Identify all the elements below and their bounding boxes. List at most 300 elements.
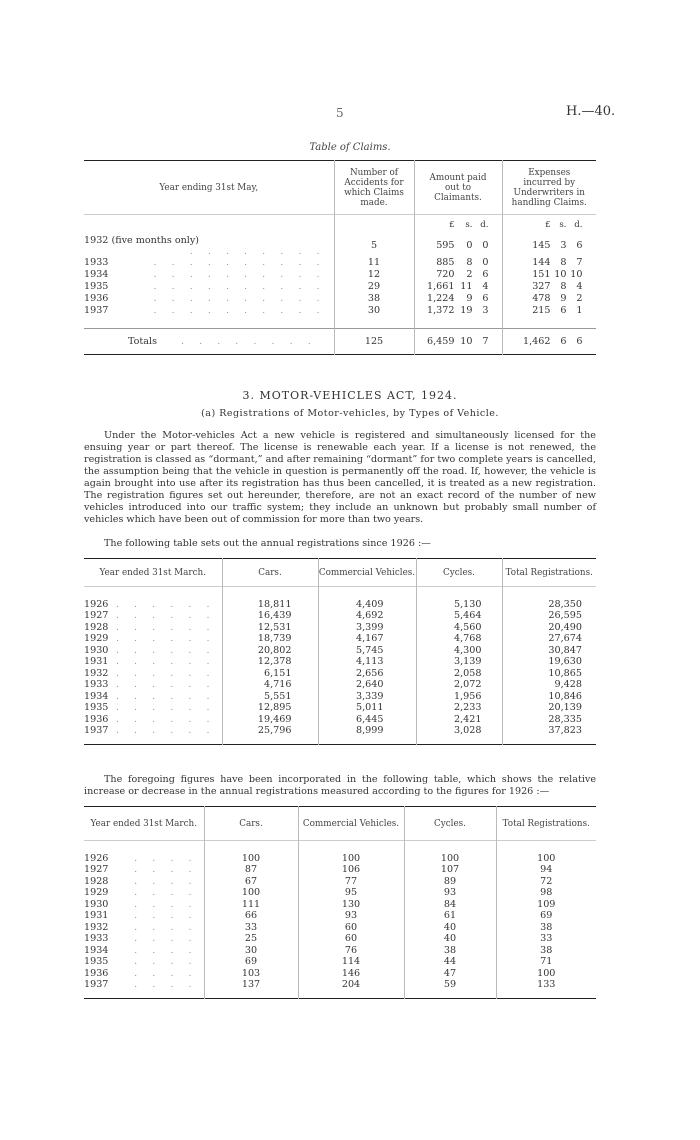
leader-dots: . . . . . . xyxy=(115,610,216,622)
unit-shillings: s. xyxy=(559,219,567,230)
index-cars: 87 xyxy=(204,864,298,876)
index-cars: 69 xyxy=(204,956,298,968)
claims-header-expenses: Expenses incurred by Underwriters in handling Claims. xyxy=(502,161,596,215)
index-commercial: 204 xyxy=(298,979,404,991)
claims-header-year: Year ending 31st May, xyxy=(159,182,259,193)
registrations-year-cell xyxy=(84,714,222,726)
expenses-shillings: 9 xyxy=(560,293,567,304)
index-total: 72 xyxy=(496,876,596,888)
index-cars: 25 xyxy=(204,933,298,945)
amount-pounds: 885 xyxy=(436,257,455,268)
index-row xyxy=(84,887,596,899)
reg-header-cars: Cars. xyxy=(222,559,318,587)
index-year: 1930 xyxy=(84,898,109,910)
registrations-year: 1932 xyxy=(84,667,109,679)
claims-amount xyxy=(414,305,502,317)
leader-dots: . . . . . . xyxy=(115,667,216,679)
registrations-row xyxy=(84,668,596,680)
leader-dots: . . . . . . . . xyxy=(189,245,326,257)
registrations-total: 20,139 xyxy=(502,702,596,714)
idx-header-cars: Cars. xyxy=(204,807,298,841)
index-total: 38 xyxy=(496,922,596,934)
registrations-year: 1934 xyxy=(84,690,109,702)
index-commercial: 114 xyxy=(298,956,404,968)
index-commercial: 100 xyxy=(298,853,404,865)
amount-shillings: 9 xyxy=(466,293,473,304)
unit-shillings: s. xyxy=(465,219,473,230)
claims-row xyxy=(84,269,596,281)
registrations-year-cell xyxy=(84,691,222,703)
claims-year: 1932 (five months only) xyxy=(84,234,199,246)
totals-amount-shillings: 10 xyxy=(460,336,473,347)
expenses-pence: 7 xyxy=(576,257,583,268)
index-year-cell xyxy=(84,956,204,968)
index-cycles: 89 xyxy=(404,876,496,888)
registrations-total: 10,865 xyxy=(502,668,596,680)
intro-text: Under the Motor-vehicles Act a new vehicle is registered and simultaneously licensed for the ensuing year or part thereof. The license is renewable each year. If a license is not renewed, the registration is classed as “dormant,” and after remaining “dormant” for two complete years is cancelled, the assumption being that the vehicle in question is permanently off the road. If, however, the vehicle is again brought into use after its registration has thus been cancelled, it is treated as a new registration. The registration figures set out hereunder, therefore, are not an exact record of the number of new vehicles introduced into our traffic system; they include an unknown but probably small number of vehicles which have been out of commission for more than two years. xyxy=(84,430,596,525)
claims-expenses xyxy=(502,235,596,257)
registrations-cars: 25,796 xyxy=(222,725,318,737)
registrations-commercial: 5,011 xyxy=(318,702,416,714)
amount-shillings: 19 xyxy=(460,305,473,316)
registrations-commercial: 4,113 xyxy=(318,656,416,668)
claims-year: 1937 xyxy=(84,305,109,316)
amount-pounds: 1,372 xyxy=(427,305,455,316)
expenses-pounds: 478 xyxy=(532,293,551,304)
leader-dots: . . . . xyxy=(134,944,198,956)
registrations-cars: 12,895 xyxy=(222,702,318,714)
expenses-pounds: 151 xyxy=(532,269,551,280)
index-year-cell xyxy=(84,876,204,888)
unit-pence: d. xyxy=(480,219,489,230)
registrations-year: 1937 xyxy=(84,725,109,737)
registrations-cars: 12,378 xyxy=(222,656,318,668)
claims-accidents: 11 xyxy=(334,257,414,269)
registrations-cycles: 3,028 xyxy=(416,725,502,737)
claims-accidents: 29 xyxy=(334,281,414,293)
claims-header-row xyxy=(84,161,596,215)
registrations-cars: 18,811 xyxy=(222,599,318,611)
amount-pence: 0 xyxy=(482,240,489,251)
index-cycles: 61 xyxy=(404,910,496,922)
claims-table xyxy=(84,160,596,355)
registrations-year-cell xyxy=(84,668,222,680)
registrations-year-cell xyxy=(84,679,222,691)
index-year-cell xyxy=(84,899,204,911)
leader-dots: . . . . xyxy=(134,875,198,887)
registrations-commercial: 4,692 xyxy=(318,610,416,622)
leader-dots: . . . . xyxy=(134,887,198,899)
index-cars: 67 xyxy=(204,876,298,888)
unit-pounds: £ xyxy=(449,219,455,230)
index-total: 133 xyxy=(496,979,596,991)
leader-dots: . . . . xyxy=(134,898,198,910)
index-total: 109 xyxy=(496,899,596,911)
index-cycles: 93 xyxy=(404,887,496,899)
claims-year-cell xyxy=(84,305,334,317)
index-year-cell xyxy=(84,887,204,899)
registrations-table xyxy=(84,558,596,745)
totals-label: Totals xyxy=(128,336,157,347)
index-cars: 100 xyxy=(204,853,298,865)
claims-amount xyxy=(414,269,502,281)
reg-header-commercial: Commercial Vehicles. xyxy=(318,559,416,587)
index-commercial: 106 xyxy=(298,864,404,876)
registrations-cycles: 5,464 xyxy=(416,610,502,622)
index-year-cell xyxy=(84,968,204,980)
claims-year-cell xyxy=(84,257,334,269)
registrations-lead-in xyxy=(84,538,596,550)
registrations-header-row xyxy=(84,559,596,587)
expenses-shillings: 6 xyxy=(560,305,567,316)
index-commercial: 60 xyxy=(298,922,404,934)
registrations-total: 19,630 xyxy=(502,656,596,668)
index-year-cell xyxy=(84,864,204,876)
index-year-cell xyxy=(84,933,204,945)
expenses-pence: 1 xyxy=(576,305,583,316)
registrations-cycles: 3,139 xyxy=(416,656,502,668)
registrations-row xyxy=(84,645,596,657)
leader-dots: . . . . . . xyxy=(115,690,216,702)
registrations-commercial: 4,409 xyxy=(318,599,416,611)
registrations-commercial: 4,167 xyxy=(318,633,416,645)
claims-year: 1935 xyxy=(84,281,109,292)
index-year: 1927 xyxy=(84,864,109,876)
registrations-year-cell xyxy=(84,610,222,622)
index-cars: 30 xyxy=(204,945,298,957)
claims-year-cell xyxy=(84,281,334,293)
claims-amount xyxy=(414,235,502,257)
index-cycles: 38 xyxy=(404,945,496,957)
index-year-cell xyxy=(84,922,204,934)
claims-expenses xyxy=(502,269,596,281)
registrations-year: 1929 xyxy=(84,633,109,645)
registrations-year-cell xyxy=(84,725,222,737)
amount-pence: 6 xyxy=(482,293,489,304)
index-total: 71 xyxy=(496,956,596,968)
claims-totals-row xyxy=(84,329,596,355)
registrations-year-cell xyxy=(84,645,222,657)
registrations-row xyxy=(84,702,596,714)
claims-year-cell xyxy=(84,235,334,257)
registrations-commercial: 2,656 xyxy=(318,668,416,680)
index-header-row xyxy=(84,807,596,841)
expenses-shillings: 8 xyxy=(560,257,567,268)
index-total: 100 xyxy=(496,968,596,980)
claims-units-row xyxy=(84,215,596,235)
leader-dots: . . . . . . xyxy=(115,656,216,668)
registrations-cycles: 2,421 xyxy=(416,714,502,726)
leader-dots: . . . . xyxy=(134,921,198,933)
claims-row xyxy=(84,293,596,305)
registrations-total: 28,350 xyxy=(502,599,596,611)
claims-header-amount: Amount paid out to Claimants. xyxy=(414,161,502,215)
registrations-cycles: 1,956 xyxy=(416,691,502,703)
index-cycles: 59 xyxy=(404,979,496,991)
expenses-pence: 6 xyxy=(576,240,583,251)
expenses-pounds: 144 xyxy=(532,257,551,268)
index-commercial: 146 xyxy=(298,968,404,980)
claims-year-cell xyxy=(84,293,334,305)
leader-dots: . . . . xyxy=(134,956,198,968)
index-total: 38 xyxy=(496,945,596,957)
expenses-pence: 2 xyxy=(576,293,583,304)
index-total: 69 xyxy=(496,910,596,922)
amount-pence: 0 xyxy=(482,257,489,268)
registrations-commercial: 8,999 xyxy=(318,725,416,737)
idx-header-year: Year ended 31st March. xyxy=(90,818,198,829)
index-lead-in xyxy=(84,774,596,798)
expenses-shillings: 8 xyxy=(560,281,567,292)
index-cycles: 47 xyxy=(404,968,496,980)
page-number: 5 xyxy=(336,106,344,120)
index-row xyxy=(84,933,596,945)
registrations-cars: 16,439 xyxy=(222,610,318,622)
claims-expenses xyxy=(502,305,596,317)
registrations-cycles: 2,072 xyxy=(416,679,502,691)
index-total: 98 xyxy=(496,887,596,899)
leader-dots: . . . . xyxy=(134,979,198,991)
idx-header-cycles: Cycles. xyxy=(404,807,496,841)
registrations-year: 1926 xyxy=(84,598,109,610)
leader-dots: . . . . . . xyxy=(115,644,216,656)
unit-pence: d. xyxy=(574,219,583,230)
expenses-pounds: 215 xyxy=(532,305,551,316)
index-lead-in-text: The foregoing figures have been incorporated in the following table, which shows the relative increase or decrease in the annual registrations measured according to the figures for 1926 :— xyxy=(84,774,596,797)
registrations-cycles: 2,233 xyxy=(416,702,502,714)
index-cycles: 40 xyxy=(404,922,496,934)
amount-shillings: 0 xyxy=(466,240,473,251)
registrations-cars: 5,551 xyxy=(222,691,318,703)
claims-expenses xyxy=(502,293,596,305)
registrations-year: 1936 xyxy=(84,713,109,725)
claims-amount xyxy=(414,281,502,293)
index-row xyxy=(84,968,596,980)
leader-dots: . . . . . . xyxy=(115,598,216,610)
registrations-row xyxy=(84,622,596,634)
claims-amount xyxy=(414,257,502,269)
claims-expenses xyxy=(502,257,596,269)
amount-pence: 3 xyxy=(482,305,489,316)
index-year: 1932 xyxy=(84,921,109,933)
claims-year: 1936 xyxy=(84,293,109,304)
leader-dots: . . . . . . xyxy=(115,633,216,645)
claims-row xyxy=(84,305,596,317)
registrations-year: 1935 xyxy=(84,702,109,714)
registrations-total: 30,847 xyxy=(502,645,596,657)
index-row xyxy=(84,910,596,922)
index-row xyxy=(84,864,596,876)
index-cars: 111 xyxy=(204,899,298,911)
registrations-year-cell xyxy=(84,656,222,668)
registrations-total: 10,846 xyxy=(502,691,596,703)
amount-shillings: 2 xyxy=(466,269,473,280)
index-year: 1937 xyxy=(84,979,109,991)
registrations-cycles: 4,300 xyxy=(416,645,502,657)
claims-year: 1934 xyxy=(84,269,109,280)
totals-amount-pounds: 6,459 xyxy=(427,336,455,347)
registrations-year: 1930 xyxy=(84,644,109,656)
registrations-total: 26,595 xyxy=(502,610,596,622)
registrations-commercial: 3,399 xyxy=(318,622,416,634)
registrations-cycles: 4,768 xyxy=(416,633,502,645)
section-subtitle: (a) Registrations of Motor-vehicles, by Types of Vehicle. xyxy=(201,408,499,419)
reg-header-total: Total Registrations. xyxy=(502,559,596,587)
registrations-cars: 18,739 xyxy=(222,633,318,645)
claims-accidents: 30 xyxy=(334,305,414,317)
intro-paragraph xyxy=(84,430,596,526)
index-row xyxy=(84,979,596,991)
index-total: 33 xyxy=(496,933,596,945)
index-cars: 103 xyxy=(204,968,298,980)
amount-shillings: 8 xyxy=(466,257,473,268)
leader-dots: . . . . . . xyxy=(115,702,216,714)
expenses-shillings: 10 xyxy=(554,269,567,280)
leader-dots: . . . . . . . . . . xyxy=(153,281,326,292)
registrations-total: 20,490 xyxy=(502,622,596,634)
leader-dots: . . . . . . . . . . xyxy=(153,257,326,268)
claims-row xyxy=(84,281,596,293)
leader-dots: . . . . xyxy=(134,910,198,922)
amount-pence: 4 xyxy=(482,281,489,292)
claims-year: 1933 xyxy=(84,257,109,268)
index-total: 100 xyxy=(496,853,596,865)
index-total: 94 xyxy=(496,864,596,876)
index-year-cell xyxy=(84,979,204,991)
index-commercial: 76 xyxy=(298,945,404,957)
amount-pence: 6 xyxy=(482,269,489,280)
expenses-pounds: 327 xyxy=(532,281,551,292)
registrations-row xyxy=(84,633,596,645)
index-row xyxy=(84,899,596,911)
registrations-year-cell xyxy=(84,599,222,611)
index-year: 1935 xyxy=(84,956,109,968)
reg-header-cycles: Cycles. xyxy=(416,559,502,587)
claims-year-cell xyxy=(84,269,334,281)
leader-dots: . . . . . . . . . . xyxy=(153,269,326,280)
claims-row xyxy=(84,257,596,269)
expenses-shillings: 3 xyxy=(560,240,567,251)
registrations-total: 28,335 xyxy=(502,714,596,726)
registrations-row xyxy=(84,714,596,726)
registrations-row xyxy=(84,656,596,668)
leader-dots: . . . . . . xyxy=(115,621,216,633)
registrations-cars: 4,716 xyxy=(222,679,318,691)
amount-shillings: 11 xyxy=(460,281,473,292)
leader-dots: . . . . . . . . . . xyxy=(153,305,326,316)
amount-pounds: 595 xyxy=(436,240,455,251)
document-reference: H.—40. xyxy=(566,104,616,119)
reg-header-year: Year ended 31st March. xyxy=(99,567,207,578)
index-cars: 66 xyxy=(204,910,298,922)
index-cycles: 100 xyxy=(404,853,496,865)
claims-expenses xyxy=(502,281,596,293)
amount-pounds: 1,224 xyxy=(427,293,455,304)
registrations-total: 9,428 xyxy=(502,679,596,691)
totals-expenses-shillings: 6 xyxy=(560,336,567,347)
idx-header-commercial: Commercial Vehicles. xyxy=(298,807,404,841)
index-year: 1936 xyxy=(84,967,109,979)
claims-table-caption: Table of Claims. xyxy=(309,142,391,153)
index-year: 1926 xyxy=(84,852,109,864)
registrations-cycles: 2,058 xyxy=(416,668,502,680)
registrations-total: 27,674 xyxy=(502,633,596,645)
index-year: 1928 xyxy=(84,875,109,887)
index-row xyxy=(84,956,596,968)
section-title: 3. MOTOR-VEHICLES ACT, 1924. xyxy=(242,389,458,402)
registrations-row xyxy=(84,725,596,737)
claims-amount xyxy=(414,293,502,305)
claims-header-accidents: Number of Accidents for which Claims made. xyxy=(334,161,414,215)
index-commercial: 93 xyxy=(298,910,404,922)
index-commercial: 95 xyxy=(298,887,404,899)
index-commercial: 130 xyxy=(298,899,404,911)
registrations-cars: 19,469 xyxy=(222,714,318,726)
index-year-cell xyxy=(84,853,204,865)
registrations-year: 1931 xyxy=(84,656,109,668)
leader-dots: . . . . . . xyxy=(115,679,216,691)
registrations-row xyxy=(84,691,596,703)
leader-dots: . . . . xyxy=(134,933,198,945)
registrations-cars: 20,802 xyxy=(222,645,318,657)
registrations-commercial: 5,745 xyxy=(318,645,416,657)
totals-expenses-pounds: 1,462 xyxy=(523,336,551,347)
registrations-commercial: 3,339 xyxy=(318,691,416,703)
index-commercial: 60 xyxy=(298,933,404,945)
index-cycles: 40 xyxy=(404,933,496,945)
registrations-year: 1933 xyxy=(84,679,109,691)
index-cars: 100 xyxy=(204,887,298,899)
index-cycles: 107 xyxy=(404,864,496,876)
expenses-pence: 10 xyxy=(570,269,583,280)
index-year-cell xyxy=(84,945,204,957)
registrations-cars: 12,531 xyxy=(222,622,318,634)
idx-header-total: Total Registrations. xyxy=(496,807,596,841)
index-row xyxy=(84,876,596,888)
expenses-pence: 4 xyxy=(576,281,583,292)
registrations-cycles: 4,560 xyxy=(416,622,502,634)
index-row xyxy=(84,922,596,934)
claims-accidents: 12 xyxy=(334,269,414,281)
registrations-year-cell xyxy=(84,633,222,645)
claims-row xyxy=(84,235,596,257)
registrations-row xyxy=(84,679,596,691)
leader-dots: . . . . xyxy=(134,967,198,979)
expenses-pounds: 145 xyxy=(532,240,551,251)
leader-dots: . . . . . . . . . . xyxy=(153,293,326,304)
claims-accidents: 38 xyxy=(334,293,414,305)
index-cycles: 44 xyxy=(404,956,496,968)
index-commercial: 77 xyxy=(298,876,404,888)
unit-pounds: £ xyxy=(545,219,551,230)
registrations-commercial: 2,640 xyxy=(318,679,416,691)
registrations-row xyxy=(84,610,596,622)
leader-dots: . . . . xyxy=(134,852,198,864)
amount-pounds: 1,661 xyxy=(427,281,455,292)
index-year: 1931 xyxy=(84,910,109,922)
registrations-year: 1927 xyxy=(84,610,109,622)
index-year: 1934 xyxy=(84,944,109,956)
index-cycles: 84 xyxy=(404,899,496,911)
totals-amount-pence: 7 xyxy=(482,336,489,347)
registrations-year-cell xyxy=(84,622,222,634)
index-year: 1933 xyxy=(84,933,109,945)
leader-dots: . . . . . . xyxy=(115,725,216,737)
leader-dots: . . . . . . . . xyxy=(181,336,317,347)
registrations-row xyxy=(84,599,596,611)
index-year: 1929 xyxy=(84,887,109,899)
registrations-cycles: 5,130 xyxy=(416,599,502,611)
